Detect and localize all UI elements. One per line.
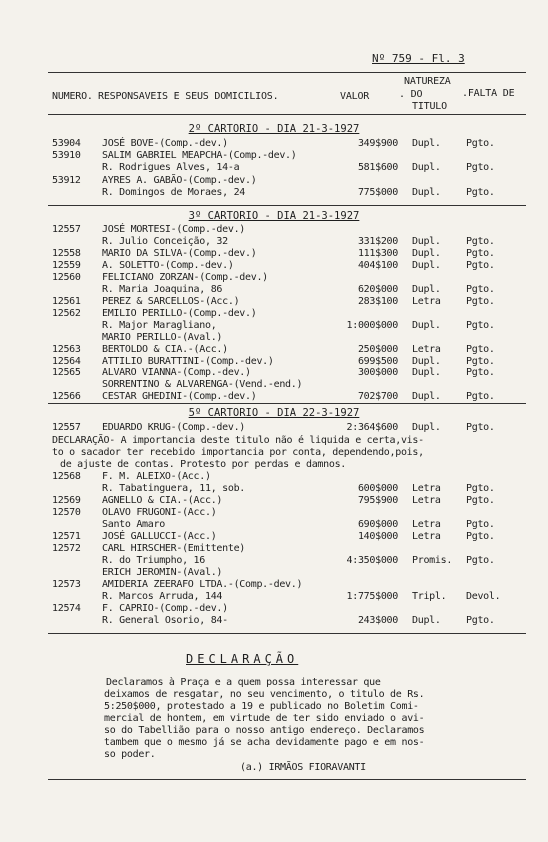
row-value: 702$700 (357, 391, 398, 402)
note-line: to o sacador ter recebido importancia por conta, dependendo,pois, (52, 447, 424, 458)
row-responsible: FELICIANO ZORZAN-(Comp.-dev.) (102, 272, 268, 283)
row-responsible: R. Marcos Arruda, 144 (102, 591, 223, 602)
declaration-line: deixamos de resgatar, no seu vencimento, o titulo de Rs. (104, 689, 425, 700)
row-nature: Dupl. (412, 236, 441, 247)
section-title: 3º CARTORIO - DIA 21-3-1927 (188, 210, 360, 222)
row-reason: Pgto. (466, 391, 495, 402)
row-nature: Dupl. (412, 356, 441, 367)
row-value: 404$100 (357, 260, 398, 271)
row-number: 12568 (52, 471, 81, 482)
row-value: 690$000 (357, 519, 398, 530)
row-value: 1:000$000 (346, 320, 398, 331)
row-nature: Letra (412, 344, 441, 355)
row-responsible: EMILIO PERILLO-(Comp.-dev.) (102, 308, 257, 319)
row-reason: Pgto. (466, 296, 495, 307)
declaration-line: so poder. (104, 749, 156, 760)
row-responsible: BERTOLDO & CIA.-(Acc.) (102, 344, 228, 355)
header-bottom-rule (48, 114, 526, 115)
row-value: 140$000 (357, 531, 398, 542)
header-natureza-3: TITULO (412, 101, 447, 112)
row-value: 600$000 (357, 483, 398, 494)
row-responsible: JOSÉ BOVE-(Comp.-dev.) (102, 138, 228, 149)
row-nature: Letra (412, 531, 441, 542)
row-responsible: AMIDERIA ZEERAFO LTDA.-(Comp.-dev.) (102, 579, 303, 590)
row-value: 250$000 (357, 344, 398, 355)
row-value: 2:364$600 (346, 422, 398, 433)
declaration-line: Declaramos à Praça e a quem possa interessar que (106, 677, 381, 688)
row-responsible: JOSÉ GALLUCCI-(Acc.) (102, 531, 217, 542)
row-value: 4:350$000 (346, 555, 398, 566)
table-bottom-rule (48, 633, 526, 634)
row-value: 243$000 (357, 615, 398, 626)
row-number: 12562 (52, 308, 81, 319)
row-value: 1:775$000 (346, 591, 398, 602)
header-falta: .FALTA DE (462, 88, 515, 99)
row-reason: Pgto. (466, 555, 495, 566)
row-value: 111$300 (357, 248, 398, 259)
row-responsible: ATTILIO BURATTINI-(Comp.-dev.) (102, 356, 274, 367)
row-value: 283$100 (357, 296, 398, 307)
row-number: 12566 (52, 391, 81, 402)
row-reason: Pgto. (466, 422, 495, 433)
row-number: 12557 (52, 224, 81, 235)
row-number: 12561 (52, 296, 81, 307)
section-title: 2º CARTORIO - DIA 21-3-1927 (188, 123, 360, 135)
row-reason: Pgto. (466, 284, 495, 295)
row-number: 53910 (52, 150, 81, 161)
row-reason: Pgto. (466, 344, 495, 355)
row-number: 12563 (52, 344, 81, 355)
row-nature: Letra (412, 495, 441, 506)
row-responsible: MARIO PERILLO-(Aval.) (102, 332, 223, 343)
row-responsible: R. Domingos de Moraes, 24 (102, 187, 246, 198)
row-responsible: ERICH JEROMIN-(Aval.) (102, 567, 223, 578)
row-responsible: R. Tabatinguera, 11, sob. (102, 483, 246, 494)
row-value: 331$200 (357, 236, 398, 247)
row-responsible: SORRENTINO & ALVARENGA-(Vend.-end.) (102, 379, 303, 390)
row-reason: Pgto. (466, 483, 495, 494)
row-responsible: R. Rodrigues Alves, 14-a (102, 162, 240, 173)
row-reason: Devol. (466, 591, 501, 602)
row-reason: Pgto. (466, 519, 495, 530)
row-number: 12574 (52, 603, 81, 614)
row-nature: Dupl. (412, 187, 441, 198)
row-responsible: A. SOLETTO-(Comp.-dev.) (102, 260, 234, 271)
section-rule (48, 403, 526, 404)
row-value: 581$600 (357, 162, 398, 173)
note-line: DECLARAÇÃO- A importancia deste titulo não é liquida e certa,vis- (52, 435, 424, 446)
row-number: 53912 (52, 175, 81, 186)
row-reason: Pgto. (466, 187, 495, 198)
row-nature: Dupl. (412, 248, 441, 259)
row-number: 12557 (52, 422, 81, 433)
row-reason: Pgto. (466, 615, 495, 626)
row-responsible: ALVARO VIANNA-(Comp.-dev.) (102, 367, 251, 378)
row-responsible: AGNELLO & CIA.-(Acc.) (102, 495, 223, 506)
header-responsaveis: RESPONSAVEIS E SEUS DOMICILIOS. (98, 91, 279, 102)
declaration-line: tambem que o mesmo já se acha devidamente pago e em nos- (104, 737, 425, 748)
row-responsible: MARIO DA SILVA-(Comp.-dev.) (102, 248, 257, 259)
row-number: 12559 (52, 260, 81, 271)
row-number: 12560 (52, 272, 81, 283)
page-number: Nº 759 - Fl. 3 (372, 52, 465, 65)
row-reason: Pgto. (466, 260, 495, 271)
row-nature: Letra (412, 483, 441, 494)
row-nature: Dupl. (412, 162, 441, 173)
row-number: 12570 (52, 507, 81, 518)
row-responsible: R. Maria Joaquina, 86 (102, 284, 223, 295)
row-number: 12572 (52, 543, 81, 554)
header-valor: VALOR (340, 91, 370, 102)
row-responsible: R. Julio Conceição, 32 (102, 236, 228, 247)
row-responsible: F. CAPRIO-(Comp.-dev.) (102, 603, 228, 614)
row-responsible: PEREZ & SARCELLOS-(Acc.) (102, 296, 240, 307)
row-nature: Tripl. (412, 591, 447, 602)
row-responsible: R. General Osorio, 84- (102, 615, 228, 626)
row-value: 795$900 (357, 495, 398, 506)
row-responsible: CESTAR GHEDINI-(Comp.-dev.) (102, 391, 257, 402)
row-reason: Pgto. (466, 356, 495, 367)
section-title: 5º CARTORIO - DIA 22-3-1927 (188, 407, 360, 419)
row-value: 775$000 (357, 187, 398, 198)
row-number: 12573 (52, 579, 81, 590)
row-nature: Dupl. (412, 422, 441, 433)
row-responsible: OLAVO FRUGONI-(Acc.) (102, 507, 217, 518)
note-line: de ajuste de contas. Protesto por perdas e damnos. (60, 459, 347, 470)
row-number: 12571 (52, 531, 81, 542)
row-nature: Dupl. (412, 320, 441, 331)
row-number: 12558 (52, 248, 81, 259)
footer-rule (48, 779, 526, 780)
row-reason: Pgto. (466, 531, 495, 542)
row-nature: Dupl. (412, 367, 441, 378)
row-nature: Letra (412, 519, 441, 530)
header-numero: NUMERO. (52, 91, 93, 102)
header-natureza-1: NATUREZA (404, 76, 451, 87)
row-responsible: R. do Triumpho, 16 (102, 555, 205, 566)
row-number: 12569 (52, 495, 81, 506)
section-rule (48, 205, 526, 206)
row-reason: Pgto. (466, 236, 495, 247)
row-value: 699$500 (357, 356, 398, 367)
header-top-rule (48, 72, 526, 73)
declaration-line: 5:250$000, protestado a 19 e publicado no Boletim Comi- (104, 701, 419, 712)
row-number: 12564 (52, 356, 81, 367)
row-reason: Pgto. (466, 162, 495, 173)
row-number: 12565 (52, 367, 81, 378)
row-responsible: R. Major Maragliano, (102, 320, 217, 331)
row-nature: Dupl. (412, 284, 441, 295)
row-reason: Pgto. (466, 495, 495, 506)
row-nature: Dupl. (412, 391, 441, 402)
row-responsible: EDUARDO KRUG-(Comp.-dev.) (102, 422, 246, 433)
signature: (a.) IRMÃOS FIORAVANTI (240, 762, 366, 773)
row-reason: Pgto. (466, 320, 495, 331)
declaration-line: so do Tabellião para o nosso antigo endereço. Declaramos (104, 725, 425, 736)
row-nature: Letra (412, 296, 441, 307)
row-value: 349$900 (357, 138, 398, 149)
row-nature: Promis. (412, 555, 453, 566)
row-reason: Pgto. (466, 248, 495, 259)
row-responsible: AYRES A. GABÃO-(Comp.-dev.) (102, 175, 257, 186)
row-value: 300$000 (357, 367, 398, 378)
row-nature: Dupl. (412, 138, 441, 149)
row-number: 53904 (52, 138, 81, 149)
declaration-title: DECLARAÇÃO (186, 652, 299, 666)
row-responsible: JOSÉ MORTESI-(Comp.-dev.) (102, 224, 246, 235)
row-responsible: SALIM GABRIEL MEAPCHA-(Comp.-dev.) (102, 150, 297, 161)
row-reason: Pgto. (466, 367, 495, 378)
row-value: 620$000 (357, 284, 398, 295)
declaration-line: mercial de hontem, em virtude de ter sido enviado o avi- (104, 713, 425, 724)
row-reason: Pgto. (466, 138, 495, 149)
row-responsible: Santo Amaro (102, 519, 165, 530)
row-responsible: CARL HIRSCHER-(Emittente) (102, 543, 246, 554)
row-nature: Dupl. (412, 615, 441, 626)
header-natureza-2: . DO (399, 89, 423, 100)
row-nature: Dupl. (412, 260, 441, 271)
row-responsible: F. M. ALEIXO-(Acc.) (102, 471, 211, 482)
